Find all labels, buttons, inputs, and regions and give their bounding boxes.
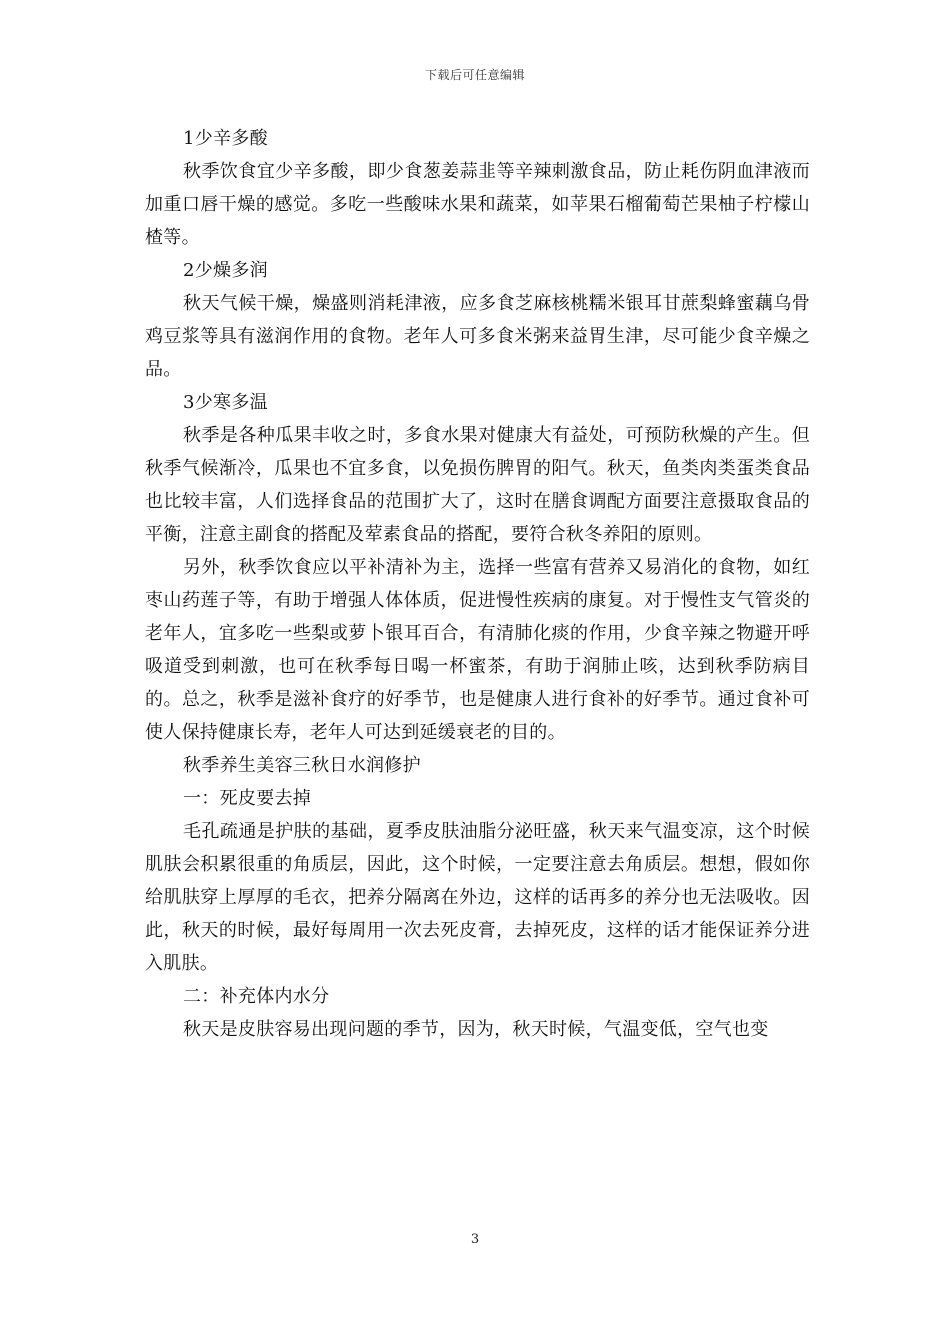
heading-3: 3少寒多温 [183,392,268,413]
subheading-1: 一：死皮要去掉 [183,788,312,809]
paragraph: 秋季饮食宜少辛多酸，即少食葱姜蒜韭等辛辣刺激食品，防止耗伤阴血津液而加重口唇干燥的感觉。多吃一些酸味水果和蔬菜，如苹果石榴葡萄芒果柚子柠檬山楂等。 [145,161,810,248]
paragraph: 毛孔疏通是护肤的基础，夏季皮肤油脂分泌旺盛，秋天来气温变凉，这个时候肌肤会积累很重的角质层，因此，这个时候，一定要注意去角质层。想想，假如你给肌肤穿上厚厚的毛衣，把养分隔离在外边，这样的话再多的养分也无法吸收。因此，秋天的时候，最好每周用一次去死皮膏，去掉死皮，这样的话才能保证养分进入肌肤。 [145,821,810,974]
heading-1: 1少辛多酸 [183,128,268,149]
subheading-2: 二：补充体内水分 [183,986,330,1007]
paragraph: 秋季是各种瓜果丰收之时，多食水果对健康大有益处，可预防秋燥的产生。但秋季气候渐冷，瓜果也不宜多食，以免损伤脾胃的阳气。秋天，鱼类肉类蛋类食品也比较丰富，人们选择食品的范围扩大了，这时在膳食调配方面要注意摄取食品的平衡，注意主副食的搭配及荤素食品的搭配，要符合秋冬养阳的原则。 [145,425,810,545]
heading-2: 2少燥多润 [183,260,268,281]
page-number: 3 [470,1232,480,1247]
page-header: 下载后可任意编辑 [424,68,525,82]
document-body [145,122,810,1046]
paragraph: 秋天是皮肤容易出现问题的季节，因为，秋天时候，气温变低，空气也变 [183,1019,769,1040]
section-title: 秋季养生美容三秋日水润修护 [183,755,421,776]
paragraph: 秋天气候干燥，燥盛则消耗津液，应多食芝麻核桃糯米银耳甘蔗梨蜂蜜藕乌骨鸡豆浆等具有滋润作用的食物。老年人可多食米粥来益胃生津，尽可能少食辛燥之品。 [145,293,810,380]
paragraph: 另外，秋季饮食应以平补清补为主，选择一些富有营养又易消化的食物，如红枣山药莲子等，有助于增强人体体质，促进慢性疾病的康复。对于慢性支气管炎的老年人，宜多吃一些梨或萝卜银耳百合，有清肺化痰的作用，少食辛辣之物避开呼吸道受到刺激，也可在秋季每日喝一杯蜜茶，有助于润肺止咳，达到秋季防病目的。总之，秋季是滋补食疗的好季节，也是健康人进行食补的好季节。通过食补可使人保持健康长寿，老年人可达到延缓衰老的目的。 [145,557,810,743]
